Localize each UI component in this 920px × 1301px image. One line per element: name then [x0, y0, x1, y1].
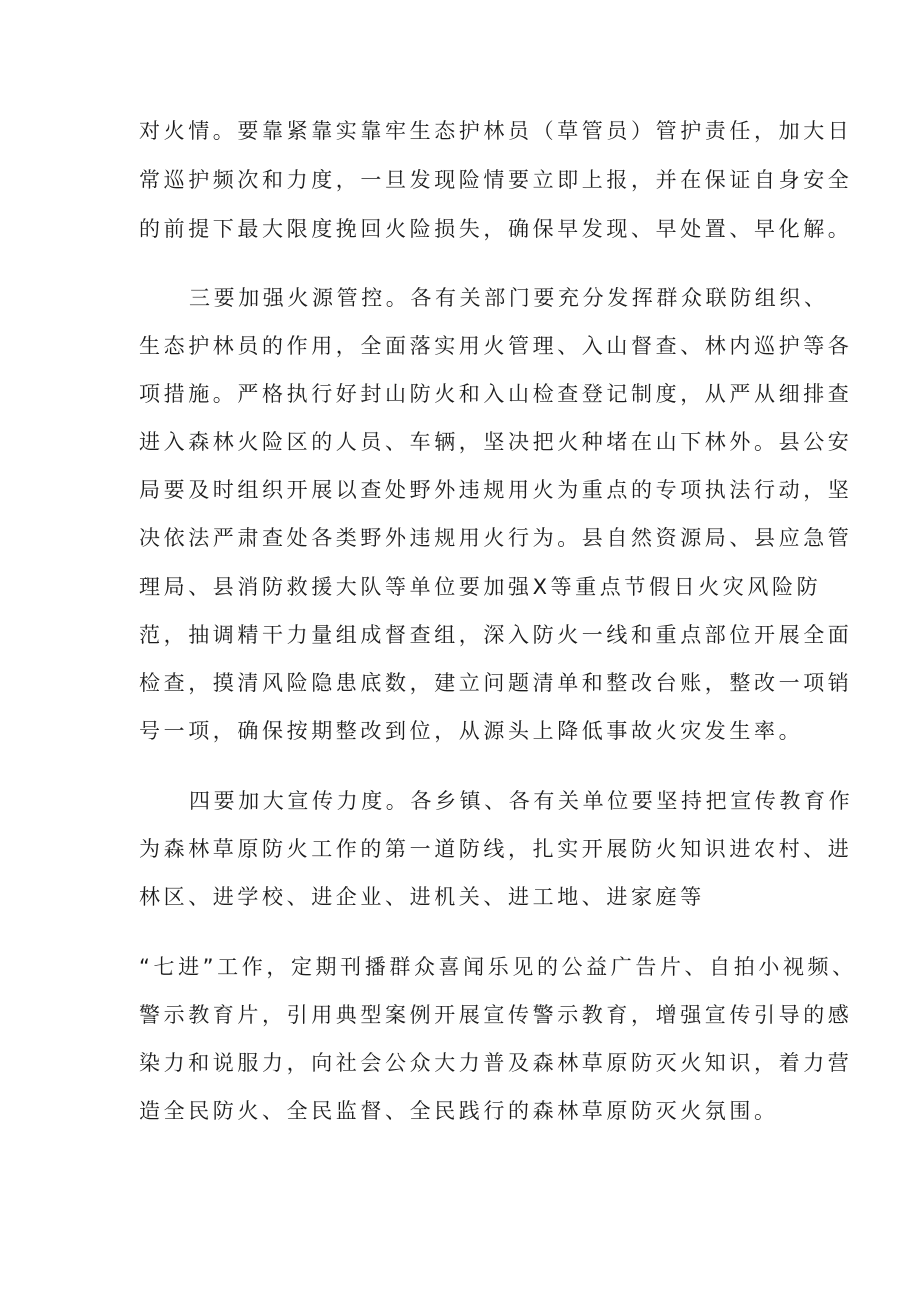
paragraph-3-line-3: 林区、进学校、进企业、进机关、进工地、进家庭等 — [139, 885, 705, 909]
paragraph-2-line-4: 进入森林火险区的人员、车辆，坚决把火种堵在山下林外。县公安 — [139, 430, 853, 454]
paragraph-3-line-1: 四要加大宣传力度。各乡镇、各有关单位要坚持把宣传教育作 — [189, 789, 854, 813]
paragraph-3-line-2: 为森林草原防火工作的第一道防线，扎实开展防火知识进农村、进 — [139, 837, 853, 861]
paragraph-2-line-9: 检查，摸清风险隐患底数，建立问题清单和整改台账，整改一项销 — [139, 671, 853, 695]
paragraph-2-line-5: 局要及时组织开展以查处野外违规用火为重点的专项执法行动，坚 — [139, 478, 853, 502]
paragraph-2-line-8: 范，抽调精干力量组成督查组，深入防火一线和重点部位开展全面 — [139, 623, 853, 647]
paragraph-2-line-6: 决依法严肃查处各类野外违规用火行为。县自然资源局、县应急管 — [139, 526, 853, 550]
paragraph-4-line-4: 造全民防火、全民监督、全民践行的森林草原防灭火氛围。 — [139, 1099, 779, 1123]
paragraph-4-line-2: 警示教育片，引用典型案例开展宣传警示教育，增强宣传引导的感 — [139, 1003, 853, 1027]
paragraph-2-line-1: 三要加强火源管控。各有关部门要充分发挥群众联防组织、 — [189, 286, 829, 310]
paragraph-4-line-3: 染力和说服力，向社会公众大力普及森林草原防灭火知识，着力营 — [139, 1051, 853, 1075]
paragraph-1-line-2: 常巡护频次和力度，一旦发现险情要立即上报，并在保证自身安全 — [139, 168, 853, 192]
paragraph-1-line-1: 对火情。要靠紧靠实靠牢生态护林员（草管员）管护责任，加大日 — [139, 119, 853, 143]
paragraph-4-line-1: “七进”工作，定期刊播群众喜闻乐见的公益广告片、自拍小视频、 — [139, 955, 857, 979]
paragraph-2-line-2: 生态护林员的作用，全面落实用火管理、入山督查、林内巡护等各 — [139, 334, 853, 358]
paragraph-2-line-3: 项措施。严格执行好封山防火和入山检查登记制度，从严从细排查 — [139, 382, 853, 406]
paragraph-2-line-10: 号一项，确保按期整改到位，从源头上降低事故火灾发生率。 — [139, 719, 804, 743]
paragraph-1-line-3: 的前提下最大限度挽回火险损失，确保早发现、早处置、早化解。 — [139, 217, 853, 241]
paragraph-2-line-7: 理局、县消防救援大队等单位要加强X等重点节假日火灾风险防 — [139, 575, 822, 599]
